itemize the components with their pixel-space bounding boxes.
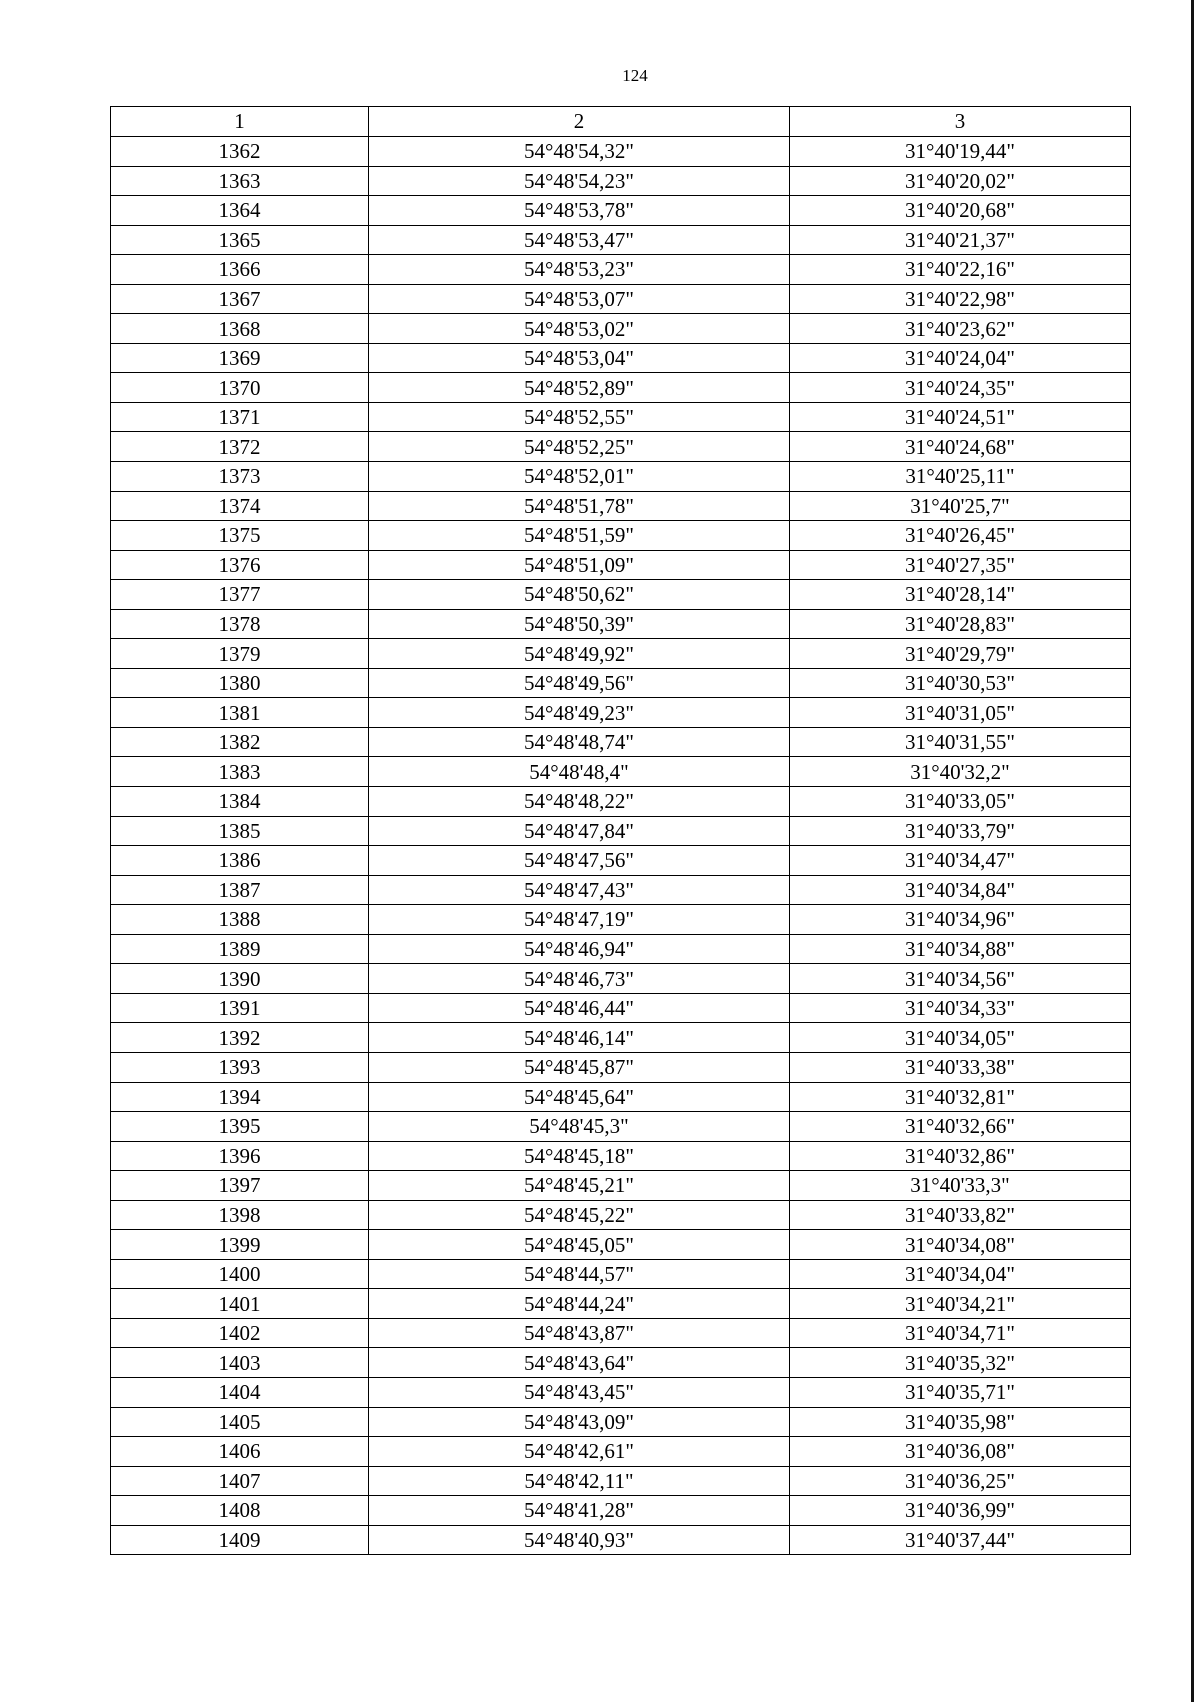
point-number-cell: 1396 <box>111 1141 369 1171</box>
longitude-cell: 31°40'23,62" <box>790 314 1131 344</box>
point-number-cell: 1392 <box>111 1023 369 1053</box>
longitude-cell: 31°40'34,05" <box>790 1023 1131 1053</box>
point-number-cell: 1390 <box>111 964 369 994</box>
longitude-cell: 31°40'32,66" <box>790 1112 1131 1142</box>
latitude-cell: 54°48'52,01" <box>369 462 790 492</box>
point-number-cell: 1401 <box>111 1289 369 1319</box>
table-row <box>111 225 1131 255</box>
latitude-cell: 54°48'53,02" <box>369 314 790 344</box>
table-row <box>111 905 1131 935</box>
table-row <box>111 1348 1131 1378</box>
latitude-cell: 54°48'51,09" <box>369 550 790 580</box>
latitude-cell: 54°48'42,61" <box>369 1437 790 1467</box>
latitude-cell: 54°48'45,05" <box>369 1230 790 1260</box>
longitude-cell: 31°40'34,21" <box>790 1289 1131 1319</box>
longitude-cell: 31°40'30,53" <box>790 668 1131 698</box>
column-header-longitude: 3 <box>790 107 1131 137</box>
point-number-cell: 1386 <box>111 846 369 876</box>
latitude-cell: 54°48'54,32" <box>369 137 790 167</box>
longitude-cell: 31°40'34,04" <box>790 1259 1131 1289</box>
longitude-cell: 31°40'25,7" <box>790 491 1131 521</box>
latitude-cell: 54°48'49,56" <box>369 668 790 698</box>
latitude-cell: 54°48'42,11" <box>369 1466 790 1496</box>
point-number-cell: 1373 <box>111 462 369 492</box>
table-row <box>111 1023 1131 1053</box>
point-number-cell: 1385 <box>111 816 369 846</box>
table-row <box>111 1230 1131 1260</box>
latitude-cell: 54°48'47,19" <box>369 905 790 935</box>
latitude-cell: 54°48'47,84" <box>369 816 790 846</box>
longitude-cell: 31°40'36,99" <box>790 1496 1131 1526</box>
longitude-cell: 31°40'34,56" <box>790 964 1131 994</box>
latitude-cell: 54°48'49,92" <box>369 639 790 669</box>
table-row <box>111 137 1131 167</box>
table-row <box>111 343 1131 373</box>
latitude-cell: 54°48'41,28" <box>369 1496 790 1526</box>
longitude-cell: 31°40'24,68" <box>790 432 1131 462</box>
table-row <box>111 284 1131 314</box>
table-row <box>111 1171 1131 1201</box>
table-body <box>111 137 1131 1555</box>
longitude-cell: 31°40'31,55" <box>790 727 1131 757</box>
latitude-cell: 54°48'48,22" <box>369 787 790 817</box>
latitude-cell: 54°48'45,21" <box>369 1171 790 1201</box>
table-row <box>111 639 1131 669</box>
longitude-cell: 31°40'36,25" <box>790 1466 1131 1496</box>
point-number-cell: 1388 <box>111 905 369 935</box>
table-row <box>111 1377 1131 1407</box>
longitude-cell: 31°40'26,45" <box>790 521 1131 551</box>
longitude-cell: 31°40'32,86" <box>790 1141 1131 1171</box>
latitude-cell: 54°48'45,3" <box>369 1112 790 1142</box>
point-number-cell: 1384 <box>111 787 369 817</box>
latitude-cell: 54°48'43,09" <box>369 1407 790 1437</box>
longitude-cell: 31°40'35,71" <box>790 1377 1131 1407</box>
table-row <box>111 550 1131 580</box>
latitude-cell: 54°48'46,44" <box>369 993 790 1023</box>
page-number: 124 <box>622 66 648 85</box>
point-number-cell: 1363 <box>111 166 369 196</box>
longitude-cell: 31°40'28,83" <box>790 609 1131 639</box>
header-row <box>111 107 1131 137</box>
longitude-cell: 31°40'35,98" <box>790 1407 1131 1437</box>
latitude-cell: 54°48'54,23" <box>369 166 790 196</box>
latitude-cell: 54°48'43,45" <box>369 1377 790 1407</box>
latitude-cell: 54°48'53,47" <box>369 225 790 255</box>
point-number-cell: 1393 <box>111 1052 369 1082</box>
longitude-cell: 31°40'24,04" <box>790 343 1131 373</box>
point-number-cell: 1403 <box>111 1348 369 1378</box>
latitude-cell: 54°48'51,78" <box>369 491 790 521</box>
latitude-cell: 54°48'45,22" <box>369 1200 790 1230</box>
point-number-cell: 1408 <box>111 1496 369 1526</box>
longitude-cell: 31°40'34,88" <box>790 934 1131 964</box>
point-number-cell: 1406 <box>111 1437 369 1467</box>
point-number-cell: 1402 <box>111 1318 369 1348</box>
latitude-cell: 54°48'52,25" <box>369 432 790 462</box>
point-number-cell: 1397 <box>111 1171 369 1201</box>
latitude-cell: 54°48'48,74" <box>369 727 790 757</box>
table-row <box>111 166 1131 196</box>
latitude-cell: 54°48'48,4" <box>369 757 790 787</box>
point-number-cell: 1372 <box>111 432 369 462</box>
table-row <box>111 727 1131 757</box>
latitude-cell: 54°48'53,04" <box>369 343 790 373</box>
point-number-cell: 1387 <box>111 875 369 905</box>
point-number-cell: 1364 <box>111 196 369 226</box>
table-row <box>111 964 1131 994</box>
point-number-cell: 1383 <box>111 757 369 787</box>
table-row <box>111 255 1131 285</box>
longitude-cell: 31°40'32,81" <box>790 1082 1131 1112</box>
point-number-cell: 1382 <box>111 727 369 757</box>
table-row <box>111 1466 1131 1496</box>
longitude-cell: 31°40'22,98" <box>790 284 1131 314</box>
latitude-cell: 54°48'51,59" <box>369 521 790 551</box>
longitude-cell: 31°40'36,08" <box>790 1437 1131 1467</box>
table-row <box>111 816 1131 846</box>
table-row <box>111 521 1131 551</box>
table-row <box>111 1318 1131 1348</box>
table-row <box>111 1112 1131 1142</box>
longitude-cell: 31°40'33,82" <box>790 1200 1131 1230</box>
point-number-cell: 1376 <box>111 550 369 580</box>
table-row <box>111 580 1131 610</box>
longitude-cell: 31°40'21,37" <box>790 225 1131 255</box>
point-number-cell: 1398 <box>111 1200 369 1230</box>
longitude-cell: 31°40'19,44" <box>790 137 1131 167</box>
longitude-cell: 31°40'37,44" <box>790 1525 1131 1555</box>
column-header-latitude: 2 <box>369 107 790 137</box>
latitude-cell: 54°48'40,93" <box>369 1525 790 1555</box>
point-number-cell: 1365 <box>111 225 369 255</box>
latitude-cell: 54°48'50,39" <box>369 609 790 639</box>
point-number-cell: 1400 <box>111 1259 369 1289</box>
longitude-cell: 31°40'34,71" <box>790 1318 1131 1348</box>
latitude-cell: 54°48'46,94" <box>369 934 790 964</box>
longitude-cell: 31°40'25,11" <box>790 462 1131 492</box>
latitude-cell: 54°48'49,23" <box>369 698 790 728</box>
table-row <box>111 757 1131 787</box>
table-row <box>111 1289 1131 1319</box>
latitude-cell: 54°48'53,78" <box>369 196 790 226</box>
latitude-cell: 54°48'53,07" <box>369 284 790 314</box>
point-number-cell: 1375 <box>111 521 369 551</box>
longitude-cell: 31°40'29,79" <box>790 639 1131 669</box>
point-number-cell: 1378 <box>111 609 369 639</box>
table-row <box>111 373 1131 403</box>
latitude-cell: 54°48'52,89" <box>369 373 790 403</box>
table-row <box>111 491 1131 521</box>
table-row <box>111 993 1131 1023</box>
point-number-cell: 1367 <box>111 284 369 314</box>
table-row <box>111 1259 1131 1289</box>
point-number-cell: 1407 <box>111 1466 369 1496</box>
longitude-cell: 31°40'20,02" <box>790 166 1131 196</box>
longitude-cell: 31°40'34,96" <box>790 905 1131 935</box>
latitude-cell: 54°48'44,24" <box>369 1289 790 1319</box>
longitude-cell: 31°40'35,32" <box>790 1348 1131 1378</box>
table-row <box>111 875 1131 905</box>
longitude-cell: 31°40'22,16" <box>790 255 1131 285</box>
longitude-cell: 31°40'31,05" <box>790 698 1131 728</box>
longitude-cell: 31°40'34,08" <box>790 1230 1131 1260</box>
point-number-cell: 1379 <box>111 639 369 669</box>
table-row <box>111 609 1131 639</box>
longitude-cell: 31°40'24,51" <box>790 402 1131 432</box>
point-number-cell: 1371 <box>111 402 369 432</box>
point-number-cell: 1394 <box>111 1082 369 1112</box>
latitude-cell: 54°48'44,57" <box>369 1259 790 1289</box>
latitude-cell: 54°48'46,14" <box>369 1023 790 1053</box>
latitude-cell: 54°48'45,87" <box>369 1052 790 1082</box>
table-row <box>111 1052 1131 1082</box>
latitude-cell: 54°48'45,64" <box>369 1082 790 1112</box>
point-number-cell: 1370 <box>111 373 369 403</box>
longitude-cell: 31°40'32,2" <box>790 757 1131 787</box>
point-number-cell: 1377 <box>111 580 369 610</box>
longitude-cell: 31°40'33,79" <box>790 816 1131 846</box>
table-row <box>111 196 1131 226</box>
point-number-cell: 1404 <box>111 1377 369 1407</box>
longitude-cell: 31°40'34,47" <box>790 846 1131 876</box>
table-row <box>111 462 1131 492</box>
table-header <box>111 107 1131 137</box>
column-header-point: 1 <box>111 107 369 137</box>
table-row <box>111 1496 1131 1526</box>
point-number-cell: 1389 <box>111 934 369 964</box>
table-row <box>111 1082 1131 1112</box>
table-row <box>111 1525 1131 1555</box>
latitude-cell: 54°48'50,62" <box>369 580 790 610</box>
latitude-cell: 54°48'43,87" <box>369 1318 790 1348</box>
latitude-cell: 54°48'45,18" <box>369 1141 790 1171</box>
point-number-cell: 1399 <box>111 1230 369 1260</box>
longitude-cell: 31°40'24,35" <box>790 373 1131 403</box>
latitude-cell: 54°48'46,73" <box>369 964 790 994</box>
point-number-cell: 1368 <box>111 314 369 344</box>
longitude-cell: 31°40'28,14" <box>790 580 1131 610</box>
longitude-cell: 31°40'20,68" <box>790 196 1131 226</box>
table-row <box>111 1407 1131 1437</box>
coordinates-table <box>110 106 1131 1555</box>
latitude-cell: 54°48'52,55" <box>369 402 790 432</box>
page-edge-rule <box>1191 0 1194 1702</box>
longitude-cell: 31°40'33,38" <box>790 1052 1131 1082</box>
table-row <box>111 698 1131 728</box>
table-row <box>111 787 1131 817</box>
point-number-cell: 1409 <box>111 1525 369 1555</box>
table-row <box>111 1200 1131 1230</box>
table-row <box>111 668 1131 698</box>
point-number-cell: 1395 <box>111 1112 369 1142</box>
point-number-cell: 1391 <box>111 993 369 1023</box>
table-row <box>111 432 1131 462</box>
longitude-cell: 31°40'33,3" <box>790 1171 1131 1201</box>
latitude-cell: 54°48'53,23" <box>369 255 790 285</box>
latitude-cell: 54°48'47,43" <box>369 875 790 905</box>
point-number-cell: 1374 <box>111 491 369 521</box>
table-row <box>111 1437 1131 1467</box>
table-row <box>111 846 1131 876</box>
latitude-cell: 54°48'43,64" <box>369 1348 790 1378</box>
table-row <box>111 934 1131 964</box>
table-row <box>111 314 1131 344</box>
point-number-cell: 1380 <box>111 668 369 698</box>
longitude-cell: 31°40'34,84" <box>790 875 1131 905</box>
longitude-cell: 31°40'34,33" <box>790 993 1131 1023</box>
longitude-cell: 31°40'27,35" <box>790 550 1131 580</box>
longitude-cell: 31°40'33,05" <box>790 787 1131 817</box>
point-number-cell: 1362 <box>111 137 369 167</box>
point-number-cell: 1366 <box>111 255 369 285</box>
point-number-cell: 1369 <box>111 343 369 373</box>
point-number-cell: 1405 <box>111 1407 369 1437</box>
table-row <box>111 402 1131 432</box>
point-number-cell: 1381 <box>111 698 369 728</box>
latitude-cell: 54°48'47,56" <box>369 846 790 876</box>
table-row <box>111 1141 1131 1171</box>
